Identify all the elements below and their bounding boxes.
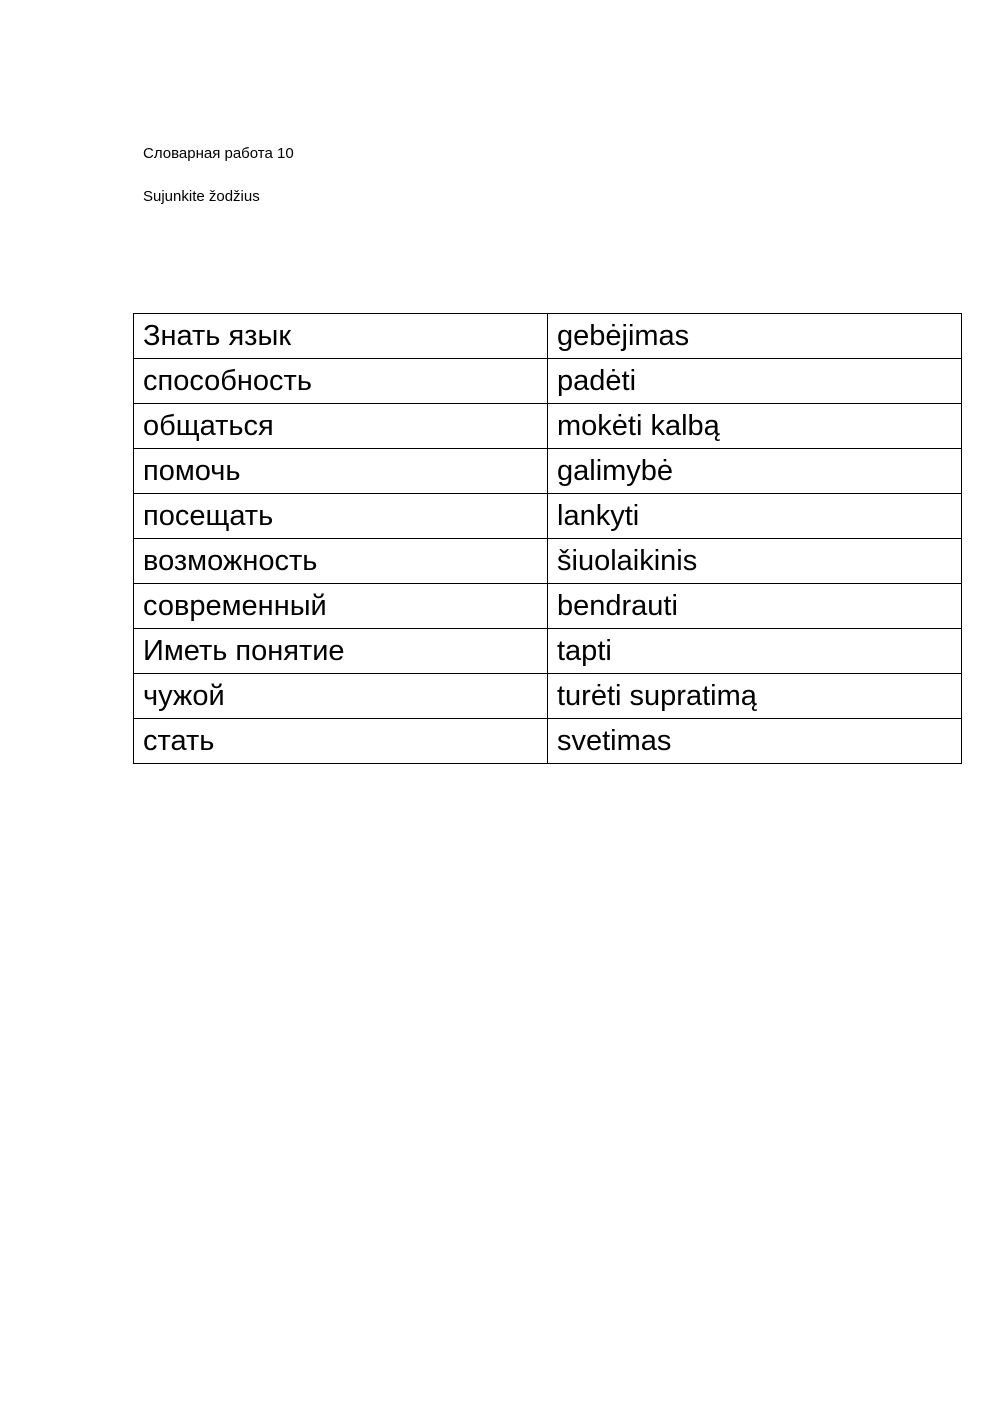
table-row [134,584,962,629]
russian-word: чужой [134,674,548,719]
table-row [134,719,962,764]
page-subtitle: Sujunkite žodžius [143,188,260,205]
russian-word: способность [134,359,548,404]
table-row [134,674,962,719]
russian-word: Иметь понятие [134,629,548,674]
lithuanian-word: tapti [548,629,962,674]
russian-word: посещать [134,494,548,539]
lithuanian-word: lankyti [548,494,962,539]
russian-word: возможность [134,539,548,584]
russian-word: общаться [134,404,548,449]
table-row [134,539,962,584]
russian-word: помочь [134,449,548,494]
lithuanian-word: galimybė [548,449,962,494]
lithuanian-word: padėti [548,359,962,404]
lithuanian-word: šiuolaikinis [548,539,962,584]
table-row [134,449,962,494]
russian-word: современный [134,584,548,629]
russian-word: стать [134,719,548,764]
lithuanian-word: svetimas [548,719,962,764]
table-row [134,494,962,539]
lithuanian-word: mokėti kalbą [548,404,962,449]
page-title: Словарная работа 10 [143,145,294,162]
table-row [134,359,962,404]
lithuanian-word: bendrauti [548,584,962,629]
lithuanian-word: turėti supratimą [548,674,962,719]
table-row [134,314,962,359]
vocabulary-table [133,313,962,764]
table-row [134,629,962,674]
table-row [134,404,962,449]
lithuanian-word: gebėjimas [548,314,962,359]
russian-word: Знать язык [134,314,548,359]
